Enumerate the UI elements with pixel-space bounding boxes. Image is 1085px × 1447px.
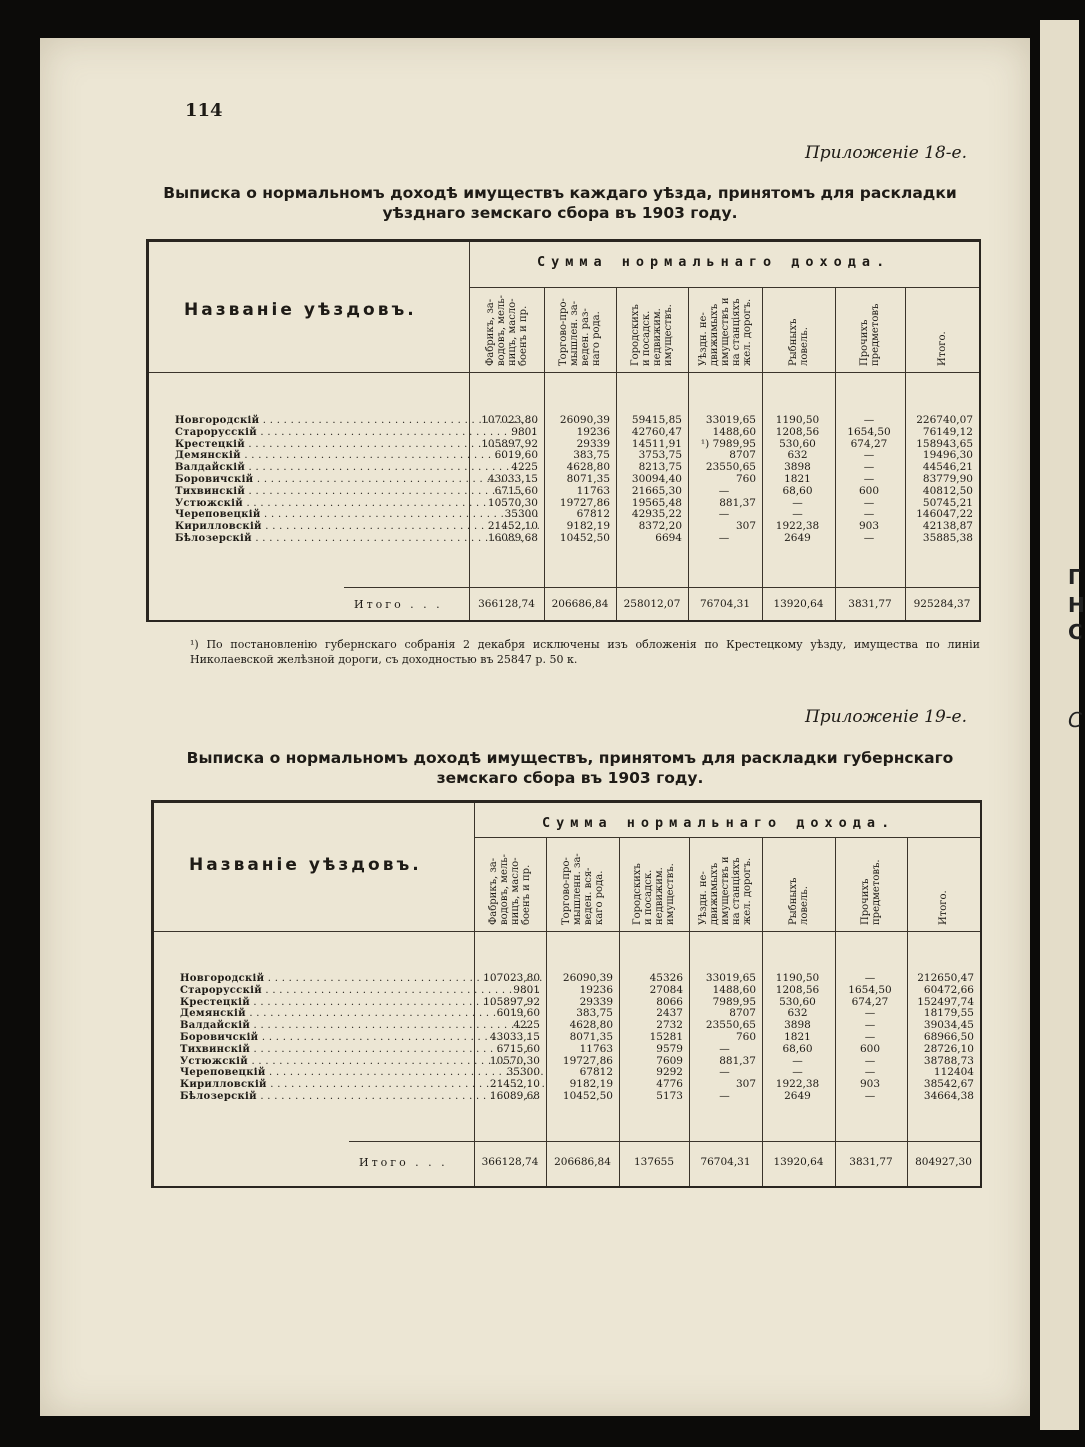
value-cell: 3898 <box>784 1019 811 1032</box>
value-cell: 18179,55 <box>923 1007 974 1020</box>
district-name: Новгородскій . . . <box>180 973 476 985</box>
district-name: Бѣлозерскій . . . <box>180 1091 476 1103</box>
district-name: Бѣлозерскій . . . <box>175 533 471 545</box>
footnote: ¹) По постановленію губернскаго собранія 2 декабря исключены изъ обложенія по Крестецкому уѣзду, имущества по линіи Николаевской желѣзной дороги, съ доходностью въ 25847 р. 50 к. <box>190 638 980 666</box>
appendix-18-heading: Выписка о нормальномъ доходѣ имуществъ каждаго уѣзда, принятомъ для раскладки уѣзднаго земскаго сбора въ 1903 году. <box>163 184 957 222</box>
value-cell: 1208,56 <box>775 425 820 438</box>
value-cell: — <box>718 532 730 544</box>
value-cell: 1654,50 <box>847 425 891 438</box>
edge-letter: Н <box>1068 593 1085 617</box>
column-header: Торгово-про- мышленн. за- веден. вся- каго рода. <box>561 853 605 925</box>
value-cell: 3898 <box>784 461 811 474</box>
value-cell: 6019,60 <box>494 449 538 462</box>
value-cell: 68966,50 <box>923 1031 974 1043</box>
value-cell: — <box>719 1066 730 1079</box>
total-rule <box>349 1141 980 1142</box>
value-cell: 1821 <box>784 1031 811 1043</box>
value-cell: — <box>792 496 803 509</box>
value-cell: 6019,60 <box>496 1007 540 1020</box>
value-cell: 6715,60 <box>496 1042 540 1055</box>
value-cell: 4225 <box>511 461 538 474</box>
value-cell: 38542,67 <box>923 1078 974 1091</box>
total-cell: 3831,77 <box>849 1156 893 1168</box>
table-row <box>149 486 979 498</box>
column-header: Уѣздн. не- движимыхъ имуществъ и на станціяхъ жел. дорогъ. <box>698 297 753 366</box>
value-cell: 60472,66 <box>923 983 974 996</box>
value-cell: — <box>863 449 875 462</box>
value-cell: 68,60 <box>782 1042 813 1055</box>
value-cell: — <box>792 1066 803 1079</box>
value-cell: 1821 <box>784 473 811 485</box>
column-header: Прочихъ предметовъ. <box>860 859 882 925</box>
value-cell: — <box>863 532 875 544</box>
value-cell: 212650,47 <box>917 972 974 984</box>
column-header: Торгово-про- мышлен. за- веден. раз- наго рода. <box>558 298 602 366</box>
value-cell: 674,27 <box>851 995 889 1008</box>
value-cell: 9292 <box>656 1066 683 1079</box>
value-cell: 9182,19 <box>569 1078 613 1091</box>
value-cell: 1190,50 <box>775 414 820 426</box>
value-cell: 19565,48 <box>631 496 682 509</box>
value-cell: 39034,45 <box>923 1019 974 1032</box>
total-cell: 76704,31 <box>699 598 751 610</box>
value-cell: 19236 <box>579 983 613 996</box>
value-cell: 16089,68 <box>489 1090 540 1102</box>
table-row <box>154 1044 980 1056</box>
value-cell: 226740,07 <box>916 414 973 426</box>
value-cell: 34664,38 <box>923 1090 974 1102</box>
column-header: Рыбныхъ ловель. <box>788 318 810 366</box>
value-cell: 11763 <box>579 1042 613 1055</box>
sum-rule <box>474 837 980 838</box>
value-cell: 6694 <box>655 532 682 544</box>
district-name: Демянскій . . . <box>180 1008 476 1020</box>
edge-letter: С <box>1068 708 1082 732</box>
value-cell: 15281 <box>649 1031 683 1043</box>
table-row <box>149 509 979 521</box>
table-row <box>149 462 979 474</box>
value-cell: — <box>719 1090 730 1102</box>
value-cell: — <box>792 1054 803 1067</box>
table-row <box>149 450 979 462</box>
table-row <box>154 1056 980 1068</box>
table-row <box>154 1091 980 1103</box>
value-cell: 8213,75 <box>638 461 682 474</box>
value-cell: 530,60 <box>779 437 816 450</box>
table-row <box>154 1067 980 1079</box>
value-cell: 1488,60 <box>712 983 756 996</box>
value-cell: 760 <box>735 473 756 485</box>
value-cell: — <box>863 496 875 509</box>
table-row <box>149 439 979 451</box>
value-cell: 146047,22 <box>916 508 973 521</box>
value-cell: — <box>863 508 875 521</box>
value-cell: 2649 <box>784 532 811 544</box>
total-cell: 206686,84 <box>551 598 609 610</box>
value-cell: 4628,80 <box>566 461 610 474</box>
value-cell: 40812,50 <box>922 484 973 497</box>
value-cell: 35885,38 <box>922 532 973 544</box>
value-cell: 903 <box>858 520 880 533</box>
value-cell: 7609 <box>656 1054 683 1067</box>
value-cell: 307 <box>735 520 756 533</box>
value-cell: — <box>863 473 875 485</box>
total-cell: 925284,37 <box>913 598 971 610</box>
district-name: Старорусскій . . . <box>180 985 476 997</box>
district-name: Устюжскій . . . <box>180 1056 476 1068</box>
value-cell: — <box>863 461 875 474</box>
header-rule <box>149 372 979 373</box>
value-cell: 107023,80 <box>481 414 538 426</box>
district-name: Череповецкій . . . <box>180 1067 476 1079</box>
column-header: Итого. <box>937 331 948 366</box>
total-cell: 3831,77 <box>848 598 892 610</box>
value-cell: 30094,40 <box>631 473 682 485</box>
table-row <box>154 1032 980 1044</box>
value-cell: 43033,15 <box>487 473 538 485</box>
value-cell: 107023,80 <box>483 972 540 984</box>
district-name: Кирилловскій . . . <box>175 521 471 533</box>
value-cell: 42760,47 <box>631 425 682 438</box>
value-cell: 19727,86 <box>562 1054 613 1067</box>
value-cell: 4225 <box>513 1019 540 1032</box>
sum-title: Сумма нормальнаго дохода. <box>537 254 891 270</box>
table-row <box>154 985 980 997</box>
value-cell: 26090,39 <box>559 414 610 426</box>
value-cell: 10452,50 <box>559 532 610 544</box>
district-name: Валдайскій . . . <box>180 1020 476 1032</box>
value-cell: 28726,10 <box>923 1042 974 1055</box>
total-label: Итого . . . <box>359 1156 448 1169</box>
district-name: Боровичскій . . . <box>180 1032 476 1044</box>
value-cell: 2649 <box>784 1090 811 1102</box>
column-header: Фабрикъ, за- водовъ, мель- ницъ, масло- боенъ и пр. <box>485 294 529 366</box>
value-cell: 307 <box>735 1078 756 1091</box>
value-cell: 16089,68 <box>487 532 538 544</box>
value-cell: 43033,15 <box>489 1031 540 1043</box>
district-name: Боровичскій . . . <box>175 474 471 486</box>
value-cell: 4628,80 <box>569 1019 613 1032</box>
appendix-19-table <box>151 800 982 1188</box>
total-row <box>154 1157 980 1169</box>
value-cell: 44546,21 <box>922 461 973 474</box>
value-cell: 1190,50 <box>775 972 820 984</box>
value-cell: 50745,21 <box>922 496 973 509</box>
value-cell: 8372,20 <box>638 520 682 533</box>
value-cell: — <box>864 1054 876 1067</box>
column-header: Прочихъ предметовъ <box>859 303 881 366</box>
column-header: Городскихъ и посадск. недвижим. имуществъ. <box>630 304 674 366</box>
total-row <box>149 599 979 611</box>
total-cell: 13920,64 <box>773 598 824 610</box>
value-cell: 9579 <box>656 1042 683 1055</box>
value-cell: 38788,73 <box>923 1054 974 1067</box>
value-cell: 7989,95 <box>712 995 756 1008</box>
value-cell: 1208,56 <box>775 983 820 996</box>
appendix-18-label: Приложеніе 18-е. <box>804 143 967 163</box>
value-cell: 21665,30 <box>631 484 682 497</box>
value-cell: 760 <box>735 1031 756 1043</box>
value-cell: — <box>719 1042 730 1055</box>
total-cell: 366128,74 <box>478 598 535 610</box>
district-name: Тихвинскій . . . <box>175 486 471 498</box>
edge-letter: С <box>1068 620 1083 644</box>
district-name: Старорусскій . . . <box>175 427 471 439</box>
column-header: Итого. <box>938 890 949 925</box>
table-row <box>149 533 979 545</box>
value-cell: 23550,65 <box>705 461 756 474</box>
total-cell: 137655 <box>633 1156 675 1168</box>
column-header: Рыбныхъ ловель. <box>788 877 810 925</box>
value-cell: 1922,38 <box>775 520 820 533</box>
value-cell: 59415,85 <box>631 414 682 426</box>
appendix-19-label: Приложеніе 19-е. <box>804 707 967 727</box>
value-cell: 9801 <box>511 425 538 438</box>
value-cell: 903 <box>859 1078 881 1091</box>
value-cell: 9182,19 <box>566 520 610 533</box>
value-cell: 152497,74 <box>917 995 974 1008</box>
value-cell: 10570,30 <box>487 496 538 509</box>
value-cell: 19236 <box>576 425 610 438</box>
header-rule <box>154 931 980 932</box>
value-cell: 105897,92 <box>481 437 538 450</box>
page-number: 114 <box>185 100 223 121</box>
district-name: Крестецкій . . . <box>175 439 471 451</box>
value-cell: 19727,86 <box>559 496 610 509</box>
value-cell: 1654,50 <box>848 983 892 996</box>
value-cell: 33019,65 <box>705 972 756 984</box>
value-cell: 2437 <box>656 1007 683 1020</box>
value-cell: 14511,91 <box>631 437 682 450</box>
value-cell: 383,75 <box>576 1007 613 1020</box>
table-row <box>154 997 980 1009</box>
value-cell: 8071,35 <box>566 473 610 485</box>
value-cell: 383,75 <box>573 449 610 462</box>
value-cell: 8707 <box>729 449 756 462</box>
value-cell: 8071,35 <box>569 1031 613 1043</box>
value-cell: 29339 <box>579 995 613 1008</box>
value-cell: — <box>863 414 875 426</box>
total-cell: 13920,64 <box>773 1156 824 1168</box>
value-cell: 26090,39 <box>562 972 613 984</box>
value-cell: — <box>864 1019 876 1032</box>
value-cell: 8066 <box>656 995 683 1008</box>
column-header: Городскихъ и посадск. недвижим. имуществъ. <box>632 863 676 925</box>
value-cell: 35300 <box>504 508 538 521</box>
total-cell: 366128,74 <box>481 1156 539 1168</box>
value-cell: 67812 <box>576 508 610 521</box>
district-name: Кирилловскій . . . <box>180 1079 476 1091</box>
value-cell: 600 <box>859 1042 881 1055</box>
value-cell: — <box>864 1090 876 1102</box>
value-cell: — <box>864 1031 876 1043</box>
district-name-header: Названіе уѣздовъ. <box>184 300 417 320</box>
value-cell: ¹) 7989,95 <box>700 437 756 450</box>
value-cell: 42138,87 <box>922 520 973 533</box>
value-cell: — <box>792 508 803 521</box>
appendix-19-heading: Выписка о нормальномъ доходѣ имуществъ, принятомъ для раскладки губернскаго земскаго сбора въ 1903 году. <box>186 749 954 787</box>
value-cell: 530,60 <box>779 995 816 1008</box>
total-cell: 258012,07 <box>623 598 681 610</box>
column-header: Уѣздн. не- движимыхъ имуществъ и на станціяхъ жел. дорогъ. <box>698 856 753 925</box>
district-name-header: Названіе уѣздовъ. <box>189 855 422 875</box>
value-cell: 29339 <box>576 437 610 450</box>
sum-rule <box>469 287 979 288</box>
value-cell: — <box>864 1007 876 1020</box>
value-cell: 68,60 <box>782 484 813 497</box>
value-cell: 21452,10 <box>489 1078 540 1091</box>
value-cell: 35300 <box>506 1066 540 1079</box>
table-row <box>154 1008 980 1020</box>
value-cell: 19496,30 <box>922 449 973 462</box>
value-cell: 112404 <box>933 1066 974 1079</box>
value-cell: 27084 <box>649 983 683 996</box>
value-cell: 1922,38 <box>775 1078 820 1091</box>
value-cell: 5173 <box>656 1090 683 1102</box>
value-cell: 83779,90 <box>922 473 973 485</box>
value-cell: 4776 <box>656 1078 683 1091</box>
value-cell: 10452,50 <box>562 1090 613 1102</box>
value-cell: 600 <box>858 484 880 497</box>
district-name: Череповецкій . . . <box>175 509 471 521</box>
value-cell: — <box>718 508 730 521</box>
district-name: Тихвинскій . . . <box>180 1044 476 1056</box>
total-rule <box>344 587 979 588</box>
value-cell: 881,37 <box>719 1054 756 1067</box>
value-cell: 674,27 <box>850 437 888 450</box>
table-row <box>149 427 979 439</box>
total-label: Итого . . . <box>354 598 443 611</box>
table-row <box>149 474 979 486</box>
value-cell: — <box>864 972 876 984</box>
value-cell: 3753,75 <box>638 449 682 462</box>
value-cell: 33019,65 <box>705 414 756 426</box>
value-cell: 1488,60 <box>712 425 756 438</box>
value-cell: 158943,65 <box>916 437 973 450</box>
total-cell: 206686,84 <box>554 1156 611 1168</box>
value-cell: 2732 <box>656 1019 683 1032</box>
appendix-18-table <box>146 239 981 622</box>
table-row <box>149 498 979 510</box>
value-cell: 8707 <box>729 1007 756 1020</box>
value-cell: 632 <box>787 1007 808 1020</box>
district-name: Крестецкій . . . <box>180 997 476 1009</box>
value-cell: 10570,30 <box>489 1054 540 1067</box>
value-cell: 67812 <box>579 1066 613 1079</box>
value-cell: 42935,22 <box>631 508 682 521</box>
total-cell: 804927,30 <box>915 1156 972 1168</box>
value-cell: 45326 <box>649 972 683 984</box>
column-header: Фабрикъ, за- водовъ, мель- ницъ, масло- боенъ и пр. <box>488 853 532 925</box>
value-cell: 21452,10 <box>487 520 538 533</box>
value-cell: 11763 <box>576 484 610 497</box>
table-row <box>154 1020 980 1032</box>
district-name: Устюжскій . . . <box>175 498 471 510</box>
total-cell: 76704,31 <box>700 1156 751 1168</box>
district-name: Демянскій . . . <box>175 450 471 462</box>
value-cell: 632 <box>787 449 808 462</box>
value-cell: 23550,65 <box>705 1019 756 1032</box>
value-cell: 76149,12 <box>922 425 973 438</box>
value-cell: 881,37 <box>719 496 756 509</box>
value-cell: 105897,92 <box>483 995 540 1008</box>
sum-title: Сумма нормальнаго дохода. <box>542 815 896 831</box>
edge-letter: Г <box>1068 565 1081 589</box>
value-cell: — <box>864 1066 876 1079</box>
value-cell: — <box>718 484 730 497</box>
value-cell: 6715,60 <box>494 484 538 497</box>
district-name: Валдайскій . . . <box>175 462 471 474</box>
district-name: Новгородскій . . . <box>175 415 471 427</box>
value-cell: 9801 <box>513 983 540 996</box>
